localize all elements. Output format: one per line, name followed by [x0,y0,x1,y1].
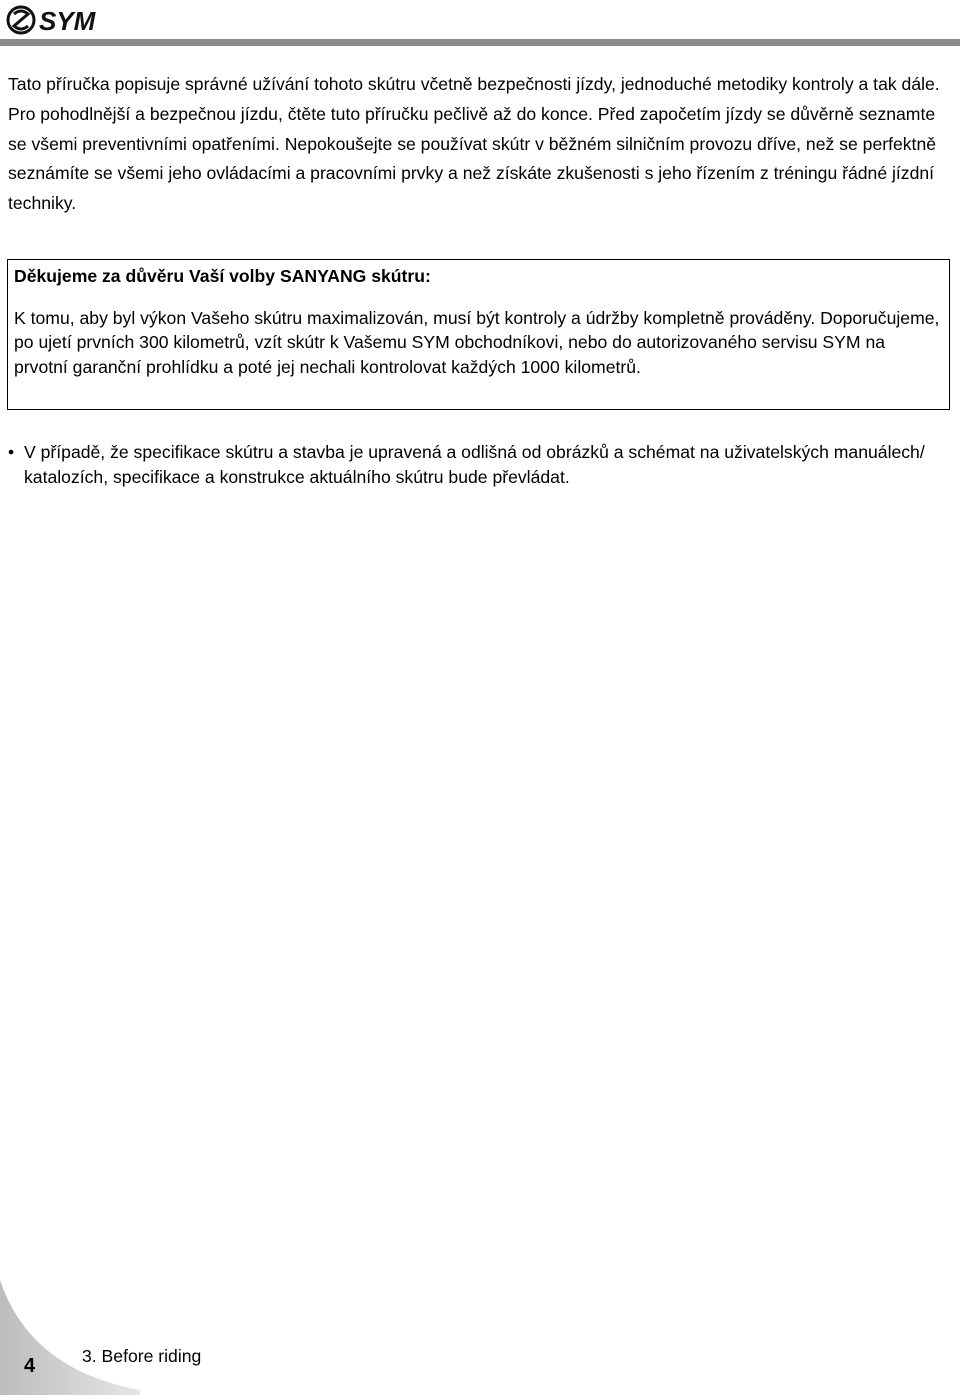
bullet-icon: • [8,442,15,462]
notice-title: Děkujeme za důvěru Vaší volby SANYANG skútru: [14,266,431,286]
page-header [0,0,960,50]
logo-text: SYM [39,6,96,36]
sym-logo [6,4,110,36]
footer-wedge [0,1280,140,1395]
list-item [8,440,948,490]
notice-box [7,259,950,410]
intro-paragraph: Tato příručka popisuje správné užívání tohoto skútru včetně bezpečnosti jízdy, jednoduché metodiky kontroly a tak dále. Pro pohodlnější a bezpečnou jízdu, čtěte tuto příručku pečlivě až do konce. Před započetím jízdy se důvěrně seznamte se všemi preventivními opatřeními. Nepokoušejte se používat skútr v běžném silničním provozu dříve, než se perfektně seznámíte se všemi jeho ovládacími a pracovními prvky a než získáte zkušenosti s jeho řízením z tréningu řádné jízdní techniky. [8,74,940,214]
header-rule [0,39,960,46]
page-number: 4 [24,1355,36,1377]
section-label: 3. Before riding [82,1346,202,1366]
notice-body: K tomu, aby byl výkon Vašeho skútru maximalizován, musí být kontroly a údržby kompletně prováděny. Doporučujeme, po ujetí prvních 300 kilometrů, vzít skútr k Vašemu SYM obchodníkovi, nebo do autorizovaného servisu SYM na prvotní garanční prohlídku a poté jej nechali kontrolovat každých 1000 kilometrů. [14,308,940,377]
logo-emblem-swirl [14,11,28,29]
bullet-text: V případě, že specifikace skútru a stavba je upravená a odlišná od obrázků a schémat na uživatelských manuálech/ katalozích, specifikace a konstrukce aktuálního skútru bude převládat. [24,442,925,487]
